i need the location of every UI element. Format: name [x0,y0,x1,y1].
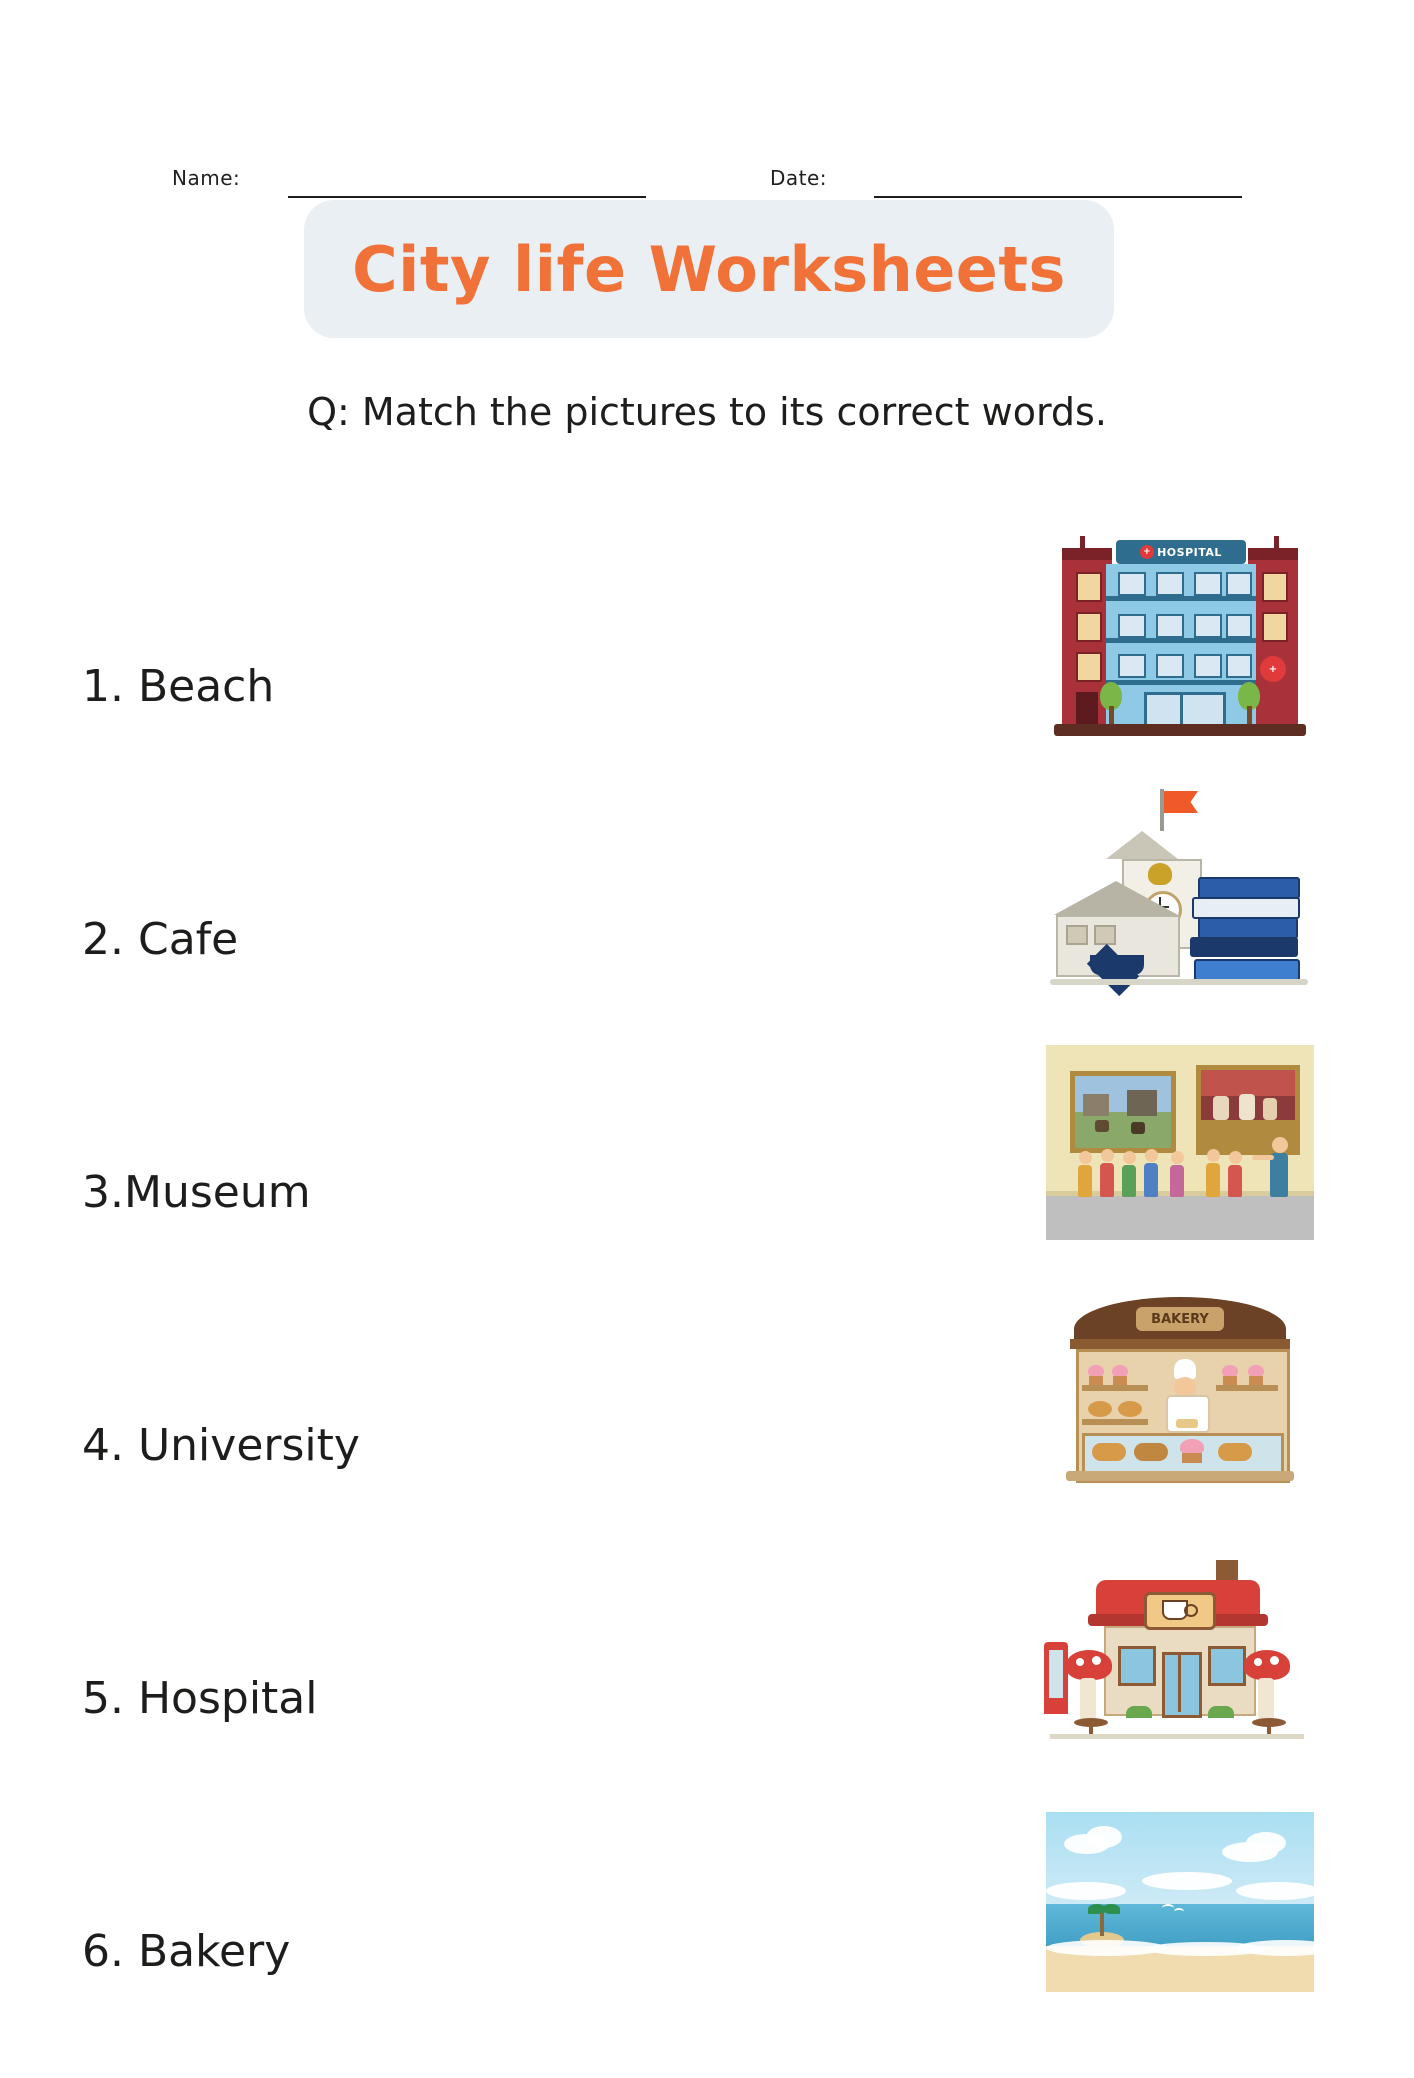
hospital-sign [1116,540,1246,564]
bakery-icon [1040,1293,1320,1498]
list-item[interactable] [1040,1016,1320,1269]
bakery-sign-text: BAKERY [1151,1311,1209,1327]
list-item[interactable] [1040,1522,1320,1775]
word-label: 5. Hospital [82,1673,318,1724]
mushroom-icon [1244,1650,1290,1680]
picture-list [1040,510,1330,2028]
university-icon [1040,787,1320,992]
list-item[interactable] [1040,1269,1320,1522]
hospital-sign-text: HOSPITAL [1157,545,1222,559]
beach-icon [1046,1812,1314,1992]
worksheet-title-banner [304,200,1114,338]
hospital-icon: + + HOSPITAL [1040,534,1320,739]
book-icon [1198,877,1300,899]
word-list [82,560,602,2078]
flag-icon [1164,791,1198,813]
date-label: Date: [770,166,828,190]
name-write-line[interactable] [288,196,646,198]
museum-icon [1046,1045,1314,1240]
cafe-icon [1040,1546,1320,1751]
list-item[interactable] [82,813,602,1066]
list-item[interactable] [82,1319,602,1572]
list-item[interactable] [1040,763,1320,1016]
date-write-line[interactable] [874,196,1242,198]
list-item[interactable] [82,1825,602,2078]
list-item[interactable] [1040,1775,1320,2028]
name-label: Name: [172,166,241,190]
word-label: 2. Cafe [82,914,239,965]
word-label: 6. Bakery [82,1926,291,1977]
page-title: City life Worksheets [352,232,1066,306]
red-cross-icon: + [1140,545,1154,559]
bakery-sign [1136,1307,1224,1331]
list-item[interactable] [82,1572,602,1825]
list-item[interactable] [82,1066,602,1319]
worksheet-header [0,82,1414,190]
word-label: 1. Beach [82,661,275,712]
word-label: 4. University [82,1420,360,1471]
list-item[interactable] [1040,510,1320,763]
list-item[interactable] [82,560,602,813]
word-label: 3.Museum [82,1167,311,1218]
mushroom-icon [1066,1650,1112,1680]
instruction-text: Q: Match the pictures to its correct words. [307,390,1107,434]
